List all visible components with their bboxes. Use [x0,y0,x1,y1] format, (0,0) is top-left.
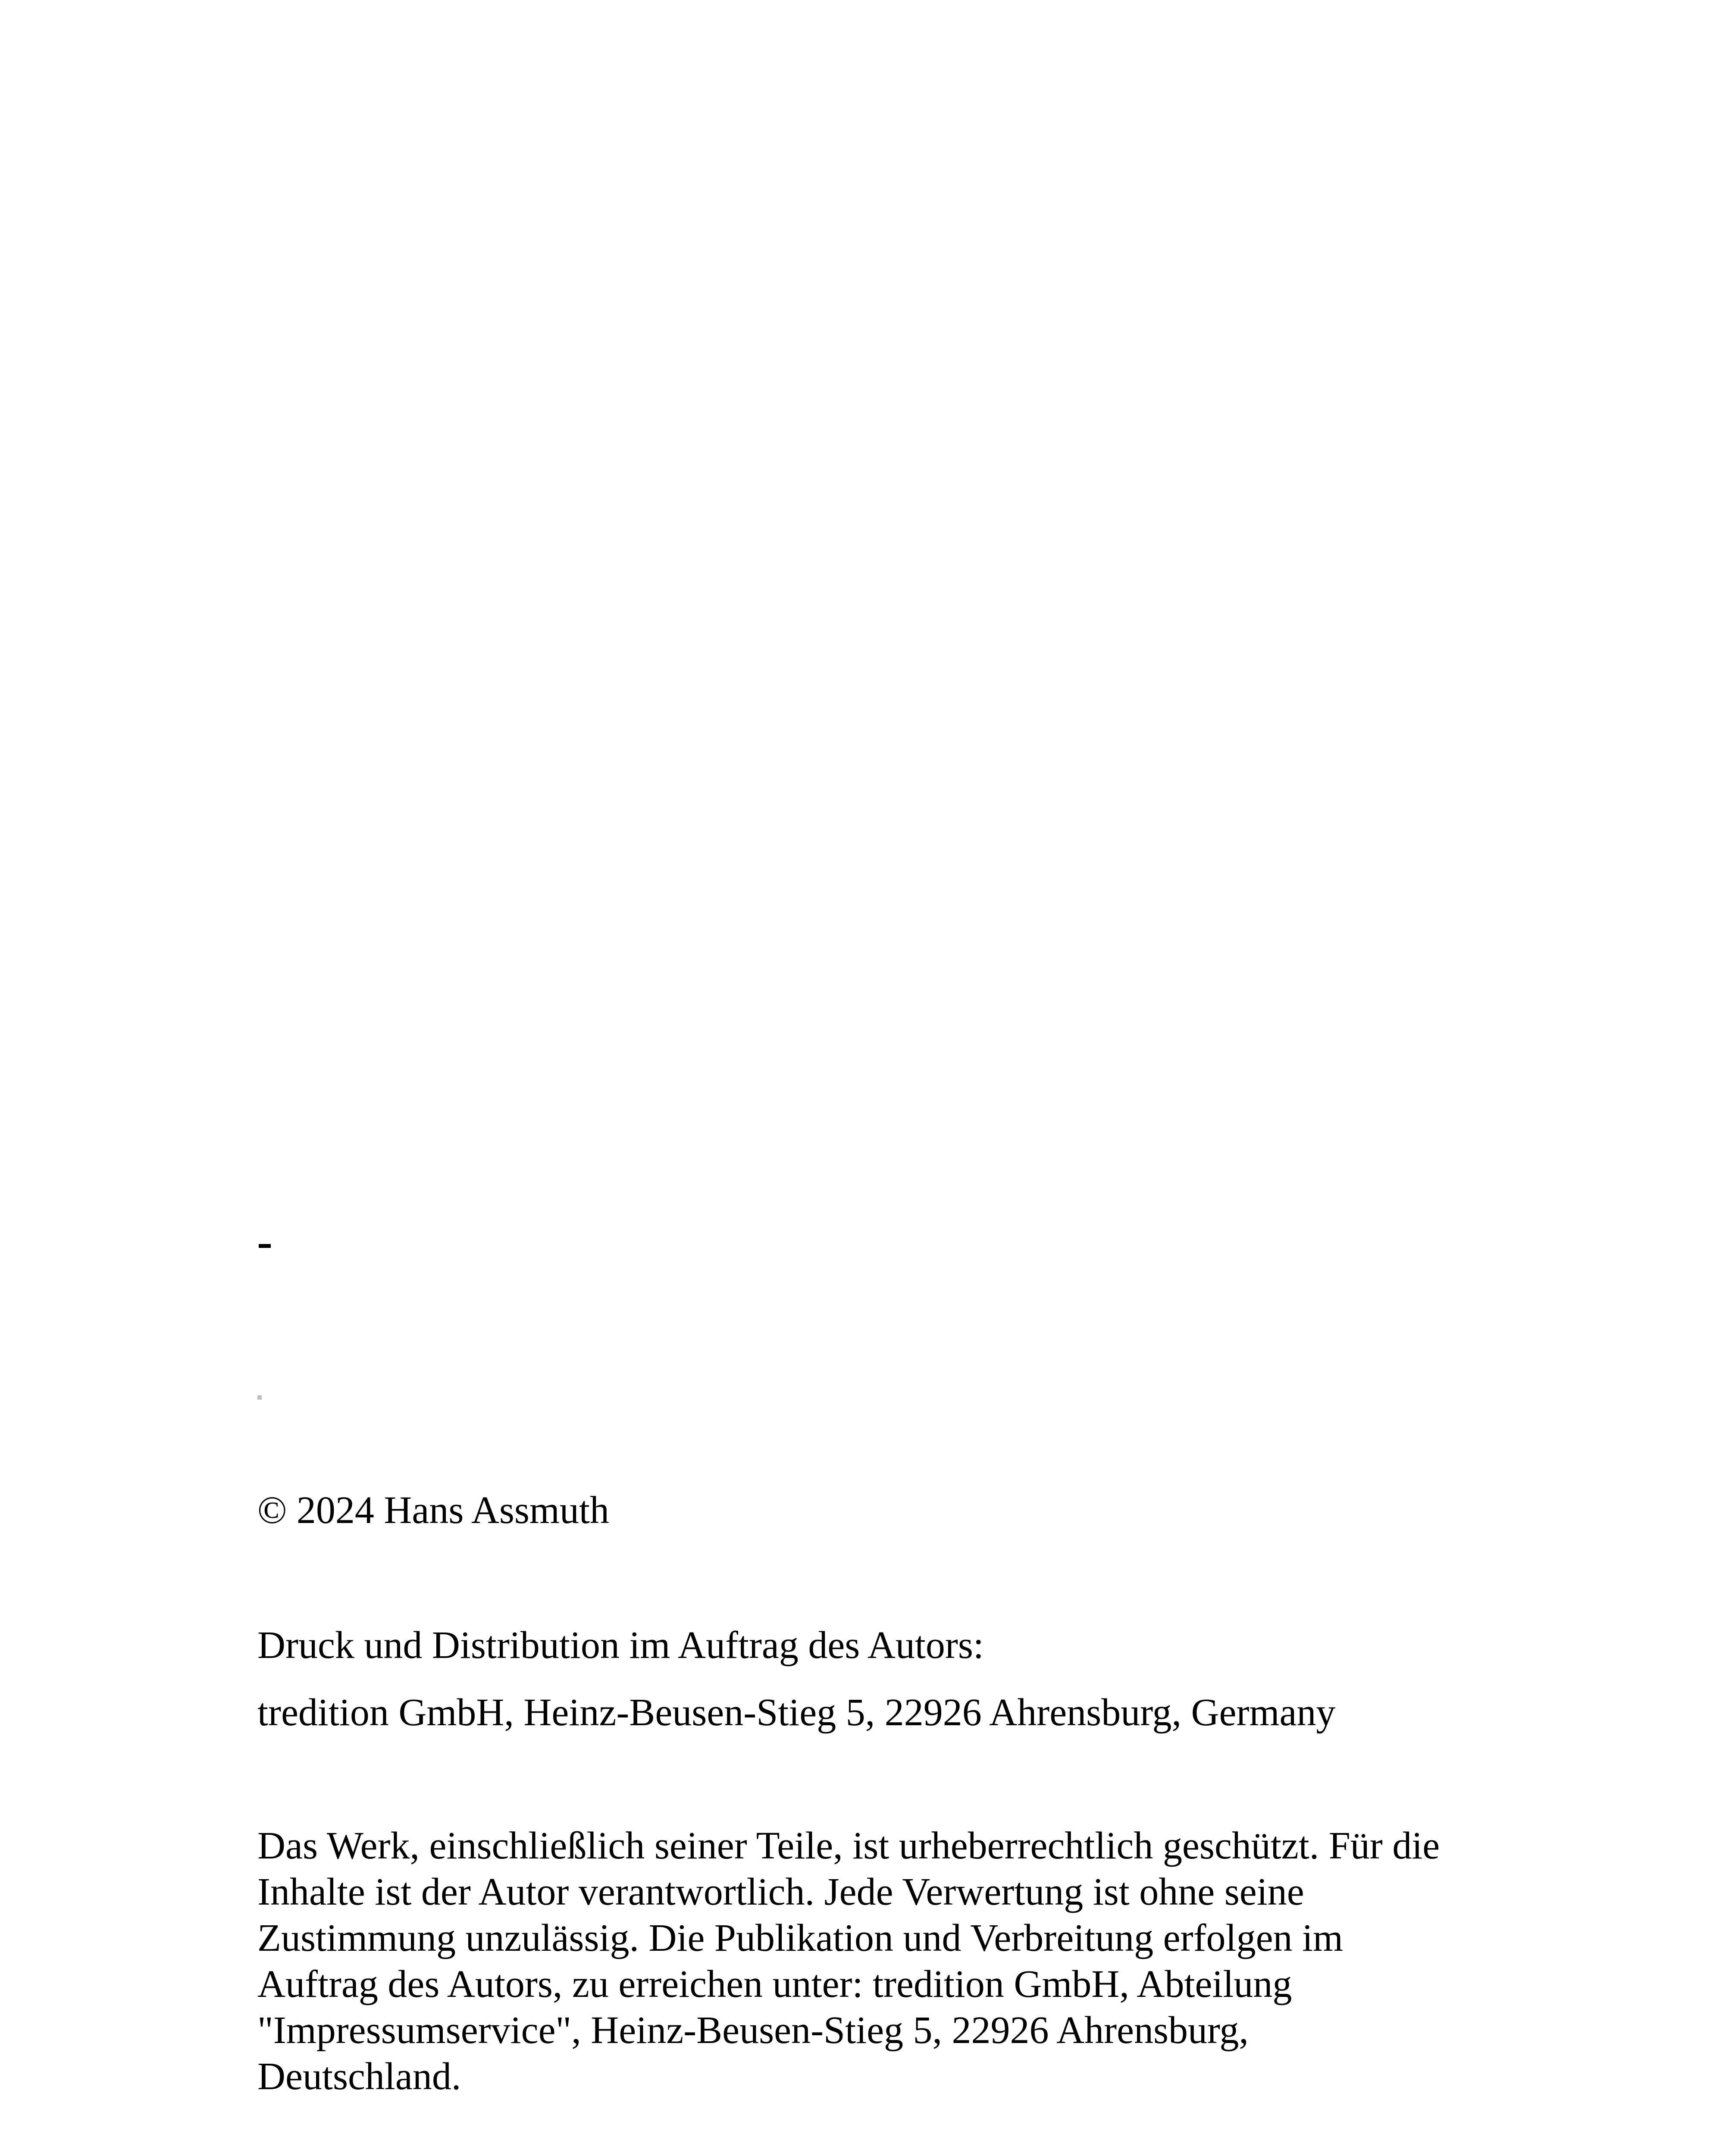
legal-notice-line: Deutschland. [257,2055,461,2098]
print-distribution-heading: Druck und Distribution im Auftrag des Autors: [257,1624,984,1667]
legal-notice-line: Inhalte ist der Autor verantwortlich. Jede Verwertung ist ohne seine [257,1871,1304,1913]
legal-notice-line: Zustimmung unzulässig. Die Publikation und Verbreitung erfolgen im [257,1917,1344,1959]
publisher-address: tredition GmbH, Heinz-Beusen-Stieg 5, 22926 Ahrensburg, Germany [257,1691,1336,1734]
copyright-notice: © 2024 Hans Assmuth [257,1489,609,1532]
legal-notice [257,1823,1551,2100]
legal-notice-line: Auftrag des Autors, zu erreichen unter: tredition GmbH, Abteilung [257,1963,1292,2006]
dash-mark [259,1244,271,1248]
legal-notice-line: "Impressumservice", Heinz-Beusen-Stieg 5, 22926 Ahrensburg, [257,2009,1249,2052]
legal-notice-line: Das Werk, einschließlich seiner Teile, ist urheberrechtlich geschützt. Für die [257,1824,1440,1867]
dot-mark [257,1395,262,1400]
